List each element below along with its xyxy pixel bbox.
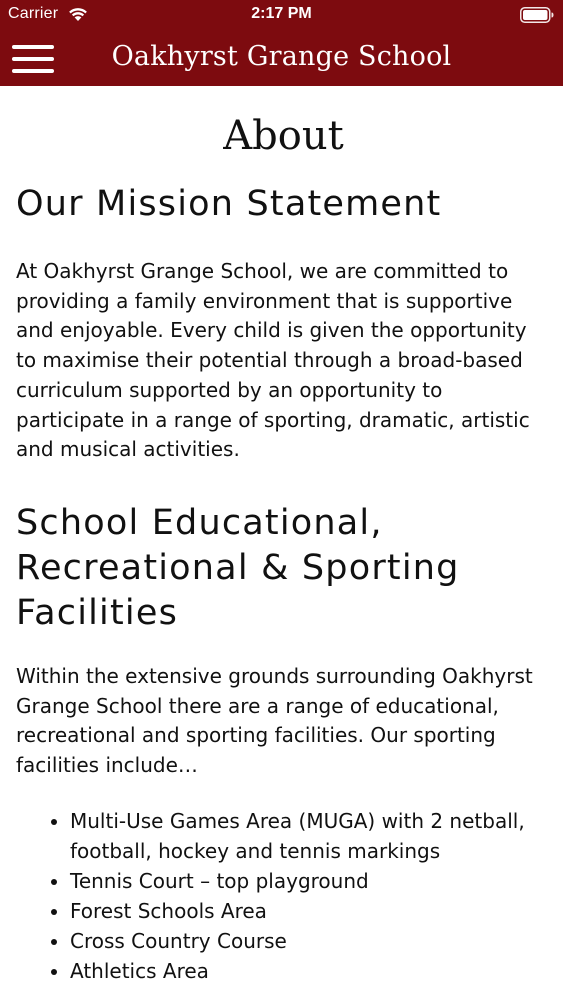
app-title: Oakhyrst Grange School — [111, 41, 452, 72]
battery-icon — [520, 7, 554, 23]
header — [0, 0, 563, 86]
facilities-list — [16, 806, 551, 986]
list-item: • Tennis Court – top playground — [70, 866, 551, 896]
list-item: • Cross Country Course — [70, 926, 551, 956]
list-item: • Forest Schools Area — [70, 896, 551, 926]
status-time: 2:17 PM — [251, 5, 312, 22]
section-heading-facilities: School Educational, Recreational & Sporting Facilities — [16, 502, 460, 633]
section-heading-mission: Our Mission Statement — [16, 184, 442, 224]
section-body-facilities: Within the extensive grounds surrounding Oakhyrst Grange School there are a range of educational, recreational and sporting facilities. Our sporting facilities include… — [16, 663, 533, 778]
navigation-bar — [0, 30, 563, 86]
section-body-mission: At Oakhyrst Grange School, we are committed to providing a family environment that is supportive and enjoyable. Every child is given the opportunity to maximise their potential through a broad-based curriculum supported by an opportunity to participate in a range of sporting, dramatic, artistic and musical activities. — [16, 259, 530, 462]
page-title: About — [223, 113, 344, 159]
status-bar — [0, 0, 563, 30]
list-item: • Athletics Area — [70, 956, 551, 986]
carrier-label: Carrier — [8, 5, 59, 22]
page-content[interactable] — [16, 86, 551, 986]
list-item: • Multi-Use Games Area (MUGA) with 2 netball, football, hockey and tennis markings — [70, 806, 551, 866]
